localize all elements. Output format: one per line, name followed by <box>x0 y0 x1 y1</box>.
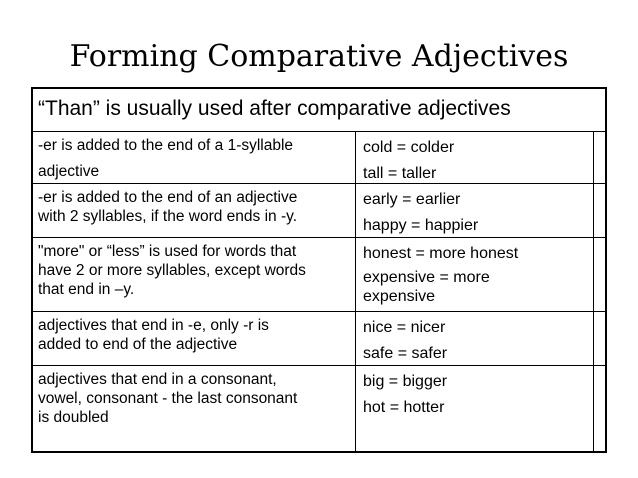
rule-cell <box>33 312 356 365</box>
example-cell <box>356 238 594 311</box>
rule-text: is doubled <box>38 409 109 426</box>
table-row <box>33 312 605 366</box>
empty-cell <box>594 366 605 451</box>
table-row <box>33 366 605 451</box>
rule-text: adjective <box>38 163 100 180</box>
rule-text: that end in –y. <box>38 281 135 298</box>
example-cell <box>356 132 594 183</box>
rule-cell <box>33 238 356 311</box>
rule-cell <box>33 184 356 237</box>
example-text: hot = hotter <box>363 399 445 416</box>
example-text: expensive <box>363 288 436 305</box>
empty-cell <box>594 312 605 365</box>
example-text: tall = taller <box>363 165 437 182</box>
rule-text: with 2 syllables, if the word ends in -y. <box>38 208 298 225</box>
example-cell <box>356 184 594 237</box>
example-cell <box>356 312 594 365</box>
rule-text: adjectives that end in -e, only -r is <box>38 317 269 334</box>
example-text: big = bigger <box>363 373 448 390</box>
example-text: early = earlier <box>363 191 461 208</box>
rule-text: added to end of the adjective <box>38 336 238 353</box>
example-text: honest = more honest <box>363 245 519 262</box>
example-text: safe = safer <box>363 345 448 362</box>
page-title: Forming Comparative Adjectives <box>69 39 569 74</box>
empty-cell <box>594 132 605 183</box>
example-text: nice = nicer <box>363 319 446 336</box>
rule-cell <box>33 132 356 183</box>
rule-cell <box>33 366 356 451</box>
example-text: expensive = more <box>363 269 490 286</box>
example-text: cold = colder <box>363 139 455 156</box>
rule-text: have 2 or more syllables, except words <box>38 262 306 279</box>
example-text: happy = happier <box>363 217 479 234</box>
example-cell <box>356 366 594 451</box>
empty-cell <box>594 184 605 237</box>
rule-text: vowel, consonant - the last consonant <box>38 390 298 407</box>
empty-cell <box>594 238 605 311</box>
comparative-adjectives-table <box>31 87 607 453</box>
table-header: “Than” is usually used after comparative adjectives <box>33 89 605 132</box>
rule-text: adjectives that end in a consonant, <box>38 371 277 388</box>
table-row <box>33 132 605 184</box>
rule-text: -er is added to the end of an adjective <box>38 189 298 206</box>
table-row <box>33 184 605 238</box>
rule-text: "more" or “less” is used for words that <box>38 243 297 260</box>
rule-text: -er is added to the end of a 1-syllable <box>38 137 294 154</box>
table-row <box>33 238 605 312</box>
